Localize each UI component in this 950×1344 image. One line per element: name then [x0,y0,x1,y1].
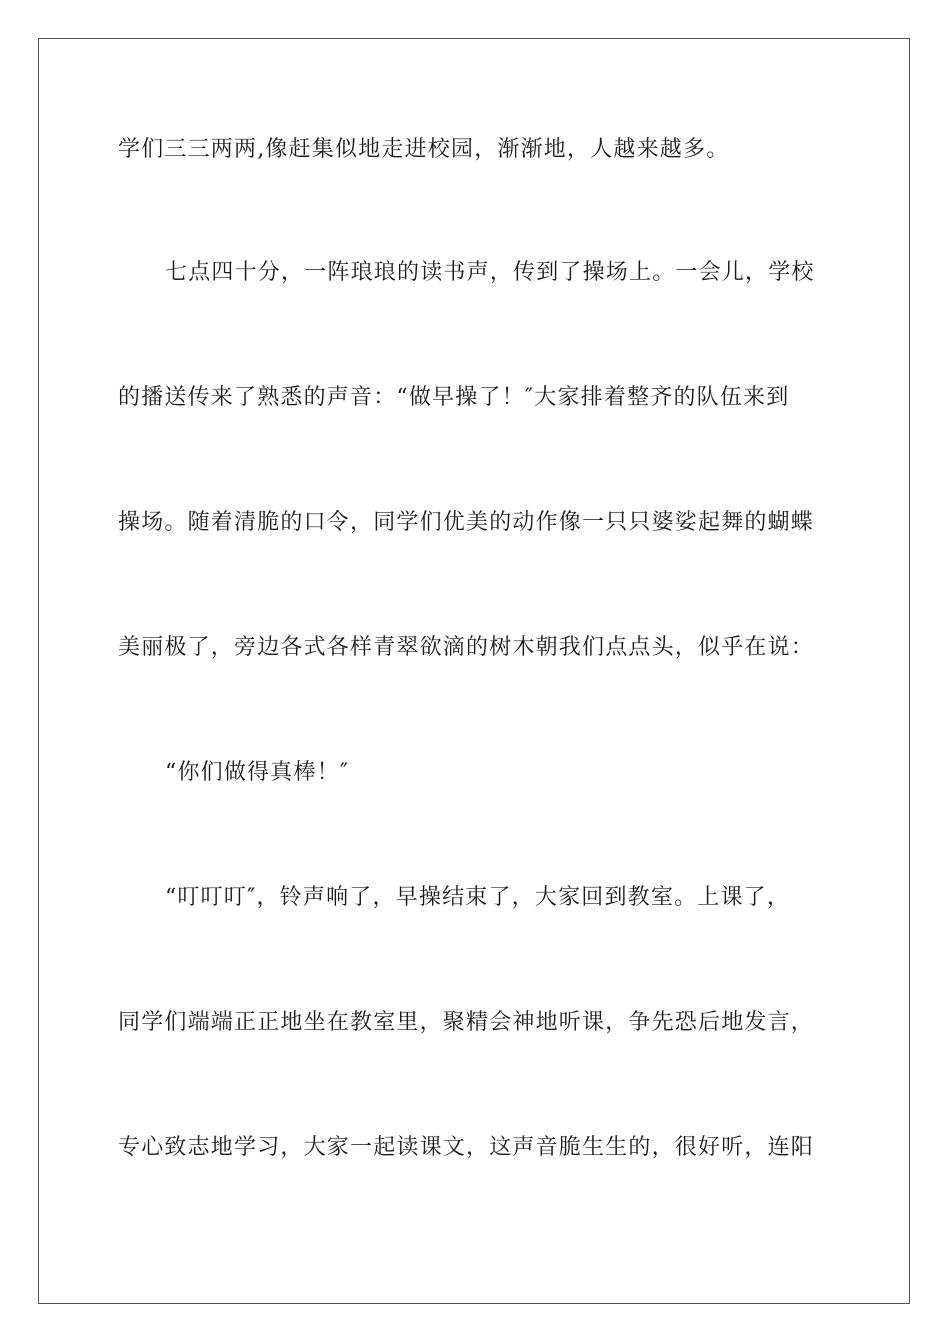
text-line: 的播送传来了熟悉的声音：“做早操了！″大家排着整齐的队伍来到 [118,385,790,410]
text-line: 操场。随着清脆的口令，同学们优美的动作像一只只婆娑起舞的蝴蝶 [118,510,815,535]
text-line: 七点四十分，一阵琅琅的读书声，传到了操场上。一会儿，学校 [165,260,815,285]
text-line: “你们做得真棒！″ [165,760,350,785]
text-line: 专心致志地学习，大家一起读课文，这声音脆生生的，很好听，连阳 [118,1135,815,1160]
page-border [38,38,910,1304]
text-line: 学们三三两两,像赶集似地走进校园，渐渐地，人越来越多。 [118,137,730,162]
text-line: “叮叮叮″，铃声响了，早操结束了，大家回到教室。上课了， [165,885,791,910]
text-line: 同学们端端正正地坐在教室里，聚精会神地听课，争先恐后地发言， [118,1010,815,1035]
text-line: 美丽极了，旁边各式各样青翠欲滴的树木朝我们点点头，似乎在说： [118,635,815,660]
